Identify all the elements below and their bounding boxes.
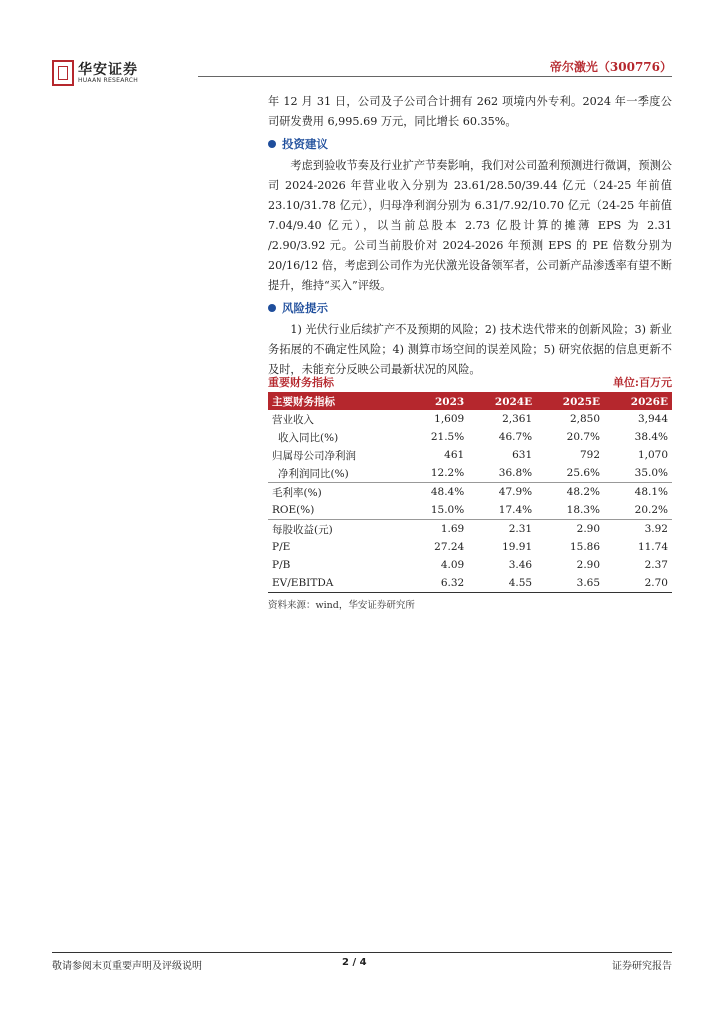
- header-divider: [198, 76, 672, 77]
- column-header: 2023: [406, 393, 468, 410]
- table-source: 资料来源：wind，华安证券研究所: [268, 600, 415, 611]
- table-cell: 15.0%: [406, 501, 468, 520]
- table-cell: 46.7%: [498, 431, 533, 443]
- table-cell: 25.6%: [536, 464, 604, 483]
- logo-text: 华安证券: [78, 62, 138, 78]
- table-cell: 2,361: [502, 413, 533, 425]
- row-label: 毛利率(%): [272, 486, 322, 499]
- footer-disclaimer: 敬请参阅末页重要声明及评级说明: [52, 961, 202, 972]
- row-label: P/E: [272, 541, 291, 553]
- bullet-icon: [268, 140, 276, 148]
- paragraph-investment: 考虑到验收节奏及行业扩产节奏影响，我们对公司盈利预测进行微调，预测公司 2024-2026 年营业收入分别为 23.61/28.50/39.44 亿元（24-25 年前值 23.10/31.78 亿元），归母净利润分别为 6.31/7.92/10.70 亿元（24-25 年前值 7.04/9.40 亿元），以当前总股本 2.73 亿股计算的摊薄 EPS 为 2.31 /2.90/3.92 元。公司当前股价对 2024-2026 年预测 EPS 的 PE 倍数分别为 20/16/12 倍，考虑到公司作为光伏激光设备领军者，公司新产品渗透率有望不断提升，维持“买入”评级。: [268, 159, 672, 292]
- table-cell: 38.4%: [634, 431, 668, 443]
- table-cell: 20.7%: [566, 431, 601, 443]
- table-cell: 48.4%: [430, 486, 465, 498]
- row-label: 收入同比(%): [278, 431, 339, 444]
- table-cell: 631: [512, 449, 533, 461]
- table-row: [268, 483, 672, 502]
- table-cell: 2.70: [604, 574, 672, 593]
- footer-report-type: 证券研究报告: [612, 961, 672, 972]
- table-cell: 3,944: [637, 413, 668, 425]
- table-cell: 2.31: [508, 523, 533, 535]
- table-row: [268, 464, 672, 483]
- table-header-row: [268, 393, 672, 410]
- table-cell: 1,609: [434, 413, 465, 425]
- table-cell: 36.8%: [468, 464, 536, 483]
- table-cell: 3.65: [536, 574, 604, 593]
- table-cell: 2.90: [576, 523, 601, 535]
- section-investment-heading: [268, 134, 672, 154]
- section-risk-title: 风险提示: [282, 301, 328, 315]
- paragraph-risk: 1) 光伏行业后续扩产不及预期的风险；2) 技术迭代带来的创新风险；3) 新业务拓展的不确定性风险；4) 测算市场空间的误差风险；5) 研究依据的信息更新不及时，未能充分反映公司最新状况的风险。: [268, 323, 672, 376]
- table-cell: 3.92: [644, 523, 668, 535]
- table-cell: 12.2%: [406, 464, 468, 483]
- table-cell: 461: [444, 449, 465, 461]
- table-cell: 2.90: [576, 559, 601, 571]
- table-cell: 1.69: [440, 523, 465, 535]
- table-cell: 3.46: [508, 559, 533, 571]
- report-body: [268, 92, 672, 380]
- bullet-icon: [268, 304, 276, 312]
- table-cell: 1,070: [637, 449, 668, 461]
- table-cell: 48.1%: [634, 486, 668, 498]
- table-cell: 15.86: [569, 541, 601, 553]
- logo-subtext: HUAAN RESEARCH: [78, 77, 139, 84]
- financial-title: 重要财务指标: [268, 376, 334, 389]
- table-cell: 27.24: [434, 541, 465, 553]
- table-cell: 4.09: [440, 559, 465, 571]
- table-cell: 47.9%: [498, 486, 533, 498]
- section-investment-title: 投资建议: [282, 137, 328, 151]
- row-label: P/B: [272, 559, 291, 571]
- column-header: 主要财务指标: [268, 393, 406, 410]
- table-cell: 2.37: [644, 559, 668, 571]
- table-cell: 6.32: [406, 574, 468, 593]
- column-header: 2025E: [536, 393, 604, 410]
- page-footer: [52, 952, 672, 973]
- row-label: ROE(%): [268, 501, 406, 520]
- page-header: [52, 58, 672, 90]
- column-header: 2024E: [468, 393, 536, 410]
- financial-unit: 单位:百万元: [612, 376, 672, 389]
- page-number: 2 / 4: [342, 957, 367, 968]
- table-row: [268, 428, 672, 446]
- table-row: [268, 520, 672, 539]
- table-row: [268, 556, 672, 574]
- table-row: [268, 446, 672, 464]
- table-cell: 20.2%: [604, 501, 672, 520]
- table-row: [268, 501, 672, 520]
- table-cell: 11.74: [637, 541, 668, 553]
- row-label: 营业收入: [272, 413, 314, 426]
- row-label: EV/EBITDA: [268, 574, 406, 593]
- financial-header: [268, 374, 672, 393]
- table-cell: 48.2%: [566, 486, 601, 498]
- table-row: [268, 538, 672, 556]
- table-row: [268, 410, 672, 428]
- row-label: 归属母公司净利润: [272, 449, 356, 462]
- row-label: 净利润同比(%): [268, 464, 406, 483]
- table-cell: 35.0%: [604, 464, 672, 483]
- financial-table: [268, 393, 672, 593]
- table-cell: 2,850: [569, 413, 601, 425]
- table-cell: 792: [579, 449, 601, 461]
- table-cell: 18.3%: [536, 501, 604, 520]
- table-row: [268, 574, 672, 593]
- huaan-logo-icon: [52, 60, 74, 86]
- table-cell: 21.5%: [430, 431, 465, 443]
- column-header: 2026E: [604, 393, 672, 410]
- paragraph-patents: 年 12 月 31 日，公司及子公司合计拥有 262 项境内外专利。2024 年一季度公司研发费用 6,995.69 万元，同比增长 60.35%。: [268, 95, 672, 128]
- company-title: 帝尔激光（300776）: [549, 60, 672, 74]
- table-cell: 19.91: [502, 541, 533, 553]
- table-cell: 17.4%: [468, 501, 536, 520]
- table-cell: 4.55: [468, 574, 536, 593]
- financial-indicators: [268, 374, 672, 611]
- section-risk-heading: [268, 298, 672, 318]
- row-label: 每股收益(元): [272, 523, 333, 536]
